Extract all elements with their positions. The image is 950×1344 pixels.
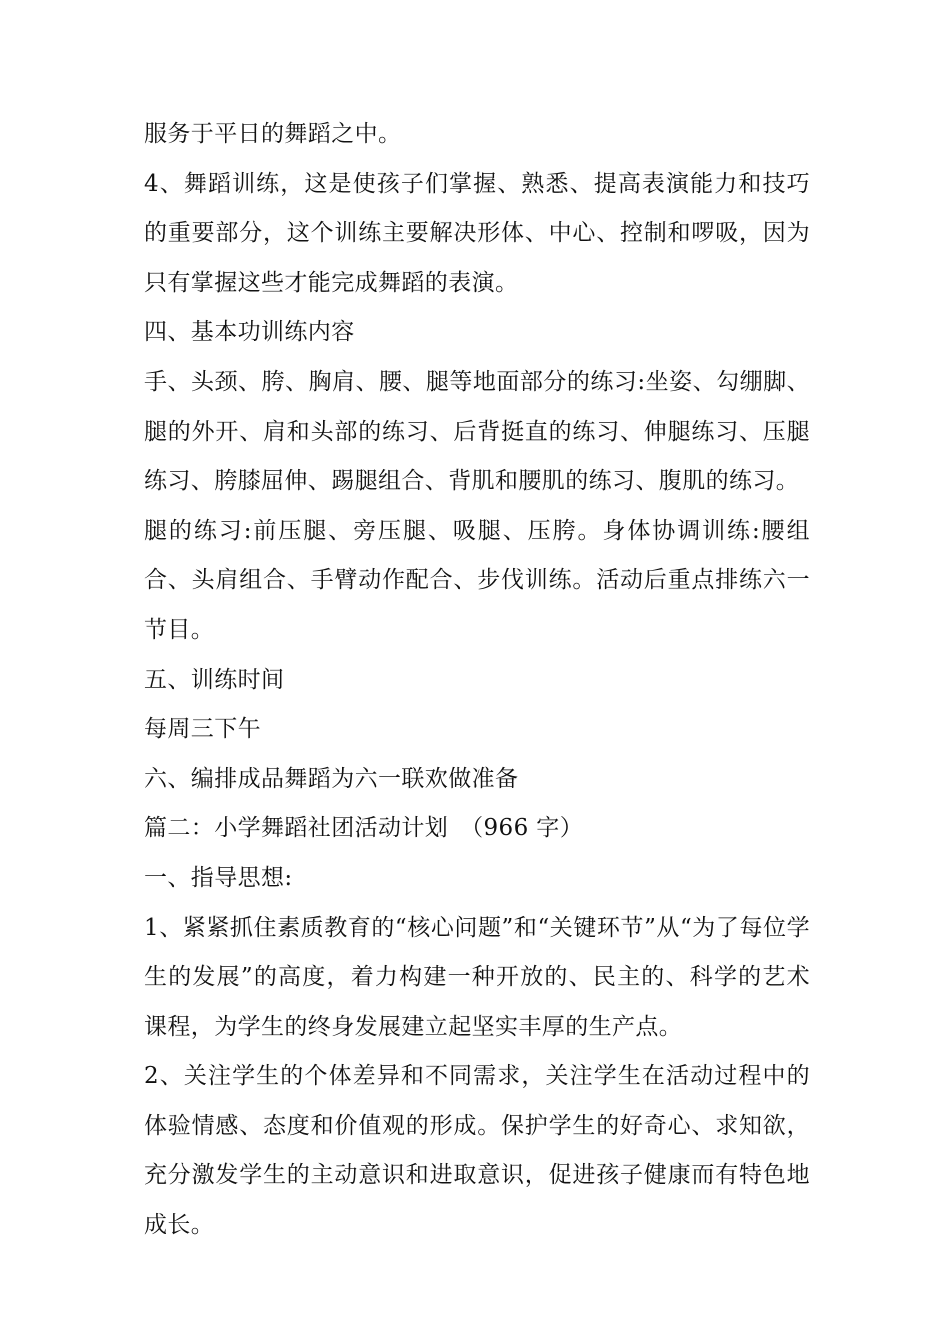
document-page: [144, 110, 810, 1251]
paragraph-leg-exercises: 腿的练习:前压腿、旁压腿、吸腿、压胯。身体协调训练:腰组合、头肩组合、手臂动作配合、步伐训练。活动后重点排练六一节目。: [144, 517, 810, 643]
heading-choreography: 六、编排成品舞蹈为六一联欢做准备: [144, 765, 519, 792]
paragraph-floor-exercises: 手、头颈、胯、胸肩、腰、腿等地面部分的练习:坐姿、勾绷脚、腿的外开、肩和头部的练习、后背挺直的练习、伸腿练习、压腿练习、胯膝屈伸、踢腿组合、背肌和腰肌的练习、腹肌的练习。: [144, 368, 810, 495]
paragraph-dance-training: 4、舞蹈训练，这是使孩子们掌握、熟悉、提高表演能力和技巧的重要部分，这个训练主要解决形体、中心、控制和啰吸，因为只有掌握这些才能完成舞蹈的表演。: [144, 170, 810, 296]
heading-guiding-ideology: 一、指导思想:: [144, 864, 293, 891]
paragraph-point-two: 2、关注学生的个体差异和不同需求，关注学生在活动过程中的体验情感、态度和价值观的形成。保护学生的好奇心、求知欲，充分激发学生的主动意识和进取意识，促进孩子健康而有特色地成长。: [144, 1063, 810, 1239]
paragraph-point-one: 1、紧紧抓住素质教育的“核心问题”和“关键环节”从“为了每位学生的发展”的高度，着力构建一种开放的、民主的、科学的艺术课程，为学生的终身发展建立起坚实丰厚的生产点。: [144, 914, 810, 1040]
heading-basic-training-content: 四、基本功训练内容: [144, 319, 355, 346]
section-title-part-two: 篇二：小学舞蹈社团活动计划 （966 字）: [144, 815, 584, 842]
paragraph-continuation: 服务于平日的舞蹈之中。: [144, 121, 402, 147]
heading-training-time: 五、训练时间: [144, 666, 285, 693]
paragraph-training-schedule: 每周三下午: [144, 716, 261, 743]
